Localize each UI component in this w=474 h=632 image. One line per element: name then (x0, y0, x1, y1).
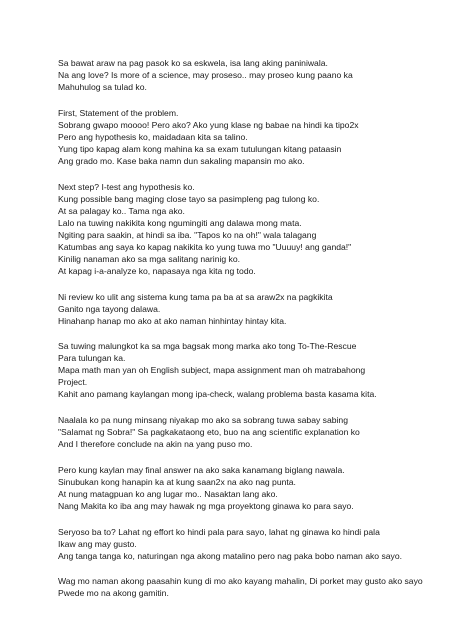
paragraph (58, 107, 454, 167)
text-line: Project. (58, 377, 88, 388)
text-line: Pwede mo na akong gamitin. (58, 588, 169, 599)
text-line: At nung matagpuan ko ang lugar mo.. Nasaktan lang ako. (58, 488, 278, 499)
paragraph (58, 526, 454, 562)
text-line: Hinahanp hanap mo ako at ako naman hinhintay hintay kita. (58, 315, 287, 326)
text-line: Katumbas ang saya ko kapag nakikita ko yung tuwa mo "Uuuuy! ang ganda!" (58, 241, 352, 252)
text-line: Mapa math man yan oh English subject, mapa assignment man oh matrabahong (58, 365, 366, 376)
paragraph (58, 414, 454, 450)
text-line: Mahuhulog sa tulad ko. (58, 82, 147, 93)
text-line: Seryoso ba to? Lahat ng effort ko hindi pala para sayo, lahat ng ginawa ko hindi pala (58, 526, 380, 537)
text-line: Lalo na tuwing nakikita kong ngumingiti ang dalawa mong mata. (58, 217, 302, 228)
paragraph (58, 57, 454, 93)
text-line: Pero kung kaylan may final answer na ako saka kanamang biglang nawala. (58, 464, 345, 475)
text-line: Para tulungan ka. (58, 353, 126, 364)
text-line: Pero ang hypothesis ko, maidadaan kita sa talino. (58, 131, 248, 142)
text-line: Na ang love? Is more of a science, may proseso.. may proseo kung paano ka (58, 70, 353, 81)
text-line: Kahit ano pamang kaylangan mong ipa-check, walang problema basta kasama kita. (58, 389, 377, 400)
text-line: Sobrang gwapo moooo! Pero ako? Ako yung klase ng babae na hindi ka tipo2x (58, 119, 359, 130)
text-line: Wag mo naman akong paasahin kung di mo ako kayang mahalin, Di porket may gusto ako sayo (58, 576, 423, 587)
paragraph (58, 464, 454, 512)
text-line: Ganito nga tayong dalawa. (58, 303, 161, 314)
text-line: At kapag i-a-analyze ko, napasaya nga kita ng todo. (58, 265, 256, 276)
text-line: Sa tuwing malungkot ka sa mga bagsak mong marka ako tong To-The-Rescue (58, 341, 357, 352)
paragraph (58, 291, 454, 327)
text-line: Ang tanga tanga ko, naturingan nga akong matalino pero nag paka bobo naman ako sayo. (58, 550, 403, 561)
text-line: Naalala ko pa nung minsang niyakap mo ako sa sobrang tuwa sabay sabing (58, 415, 348, 426)
text-line: Kung possible bang maging close tayo sa pasimpleng pag tulong ko. (58, 193, 320, 204)
paragraph (58, 340, 454, 400)
text-line: Ikaw ang may gusto. (58, 538, 137, 549)
paragraph (58, 575, 454, 599)
text-line: Ngiting para saakin, at hindi sa iba. "Tapos ko na oh!" wala talagang (58, 229, 317, 240)
text-line: At sa palagay ko.. Tama nga ako. (58, 205, 185, 216)
text-line: Yung tipo kapag alam kong mahina ka sa exam tutulungan kitang pataasin (58, 143, 342, 154)
text-line: First, Statement of the problem. (58, 107, 179, 118)
text-line: Ni review ko ulit ang sistema kung tama pa ba at sa araw2x na pagkikita (58, 291, 333, 302)
text-line: "Salamat ng Sobra!" Sa pagkakataong eto, buo na ang scientific explanation ko (58, 427, 360, 438)
text-line: And I therefore conclude na akin na yang puso mo. (58, 439, 253, 450)
text-line: Ang grado mo. Kase baka namn dun sakaling mapansin mo ako. (58, 155, 305, 166)
text-line: Sa bawat araw na pag pasok ko sa eskwela, isa lang aking paniniwala. (58, 58, 328, 68)
text-line: Nang Makita ko iba ang may hawak ng mga proyektong ginawa ko para sayo. (58, 500, 354, 511)
text-line: Next step? I-test ang hypothesis ko. (58, 181, 195, 192)
text-line: Sinubukan kong hanapin ka at kung saan2x na ako nag punta. (58, 476, 296, 487)
text-line: Kinilig nanaman ako sa mga salitang narinig ko. (58, 253, 241, 264)
paragraph (58, 181, 454, 277)
